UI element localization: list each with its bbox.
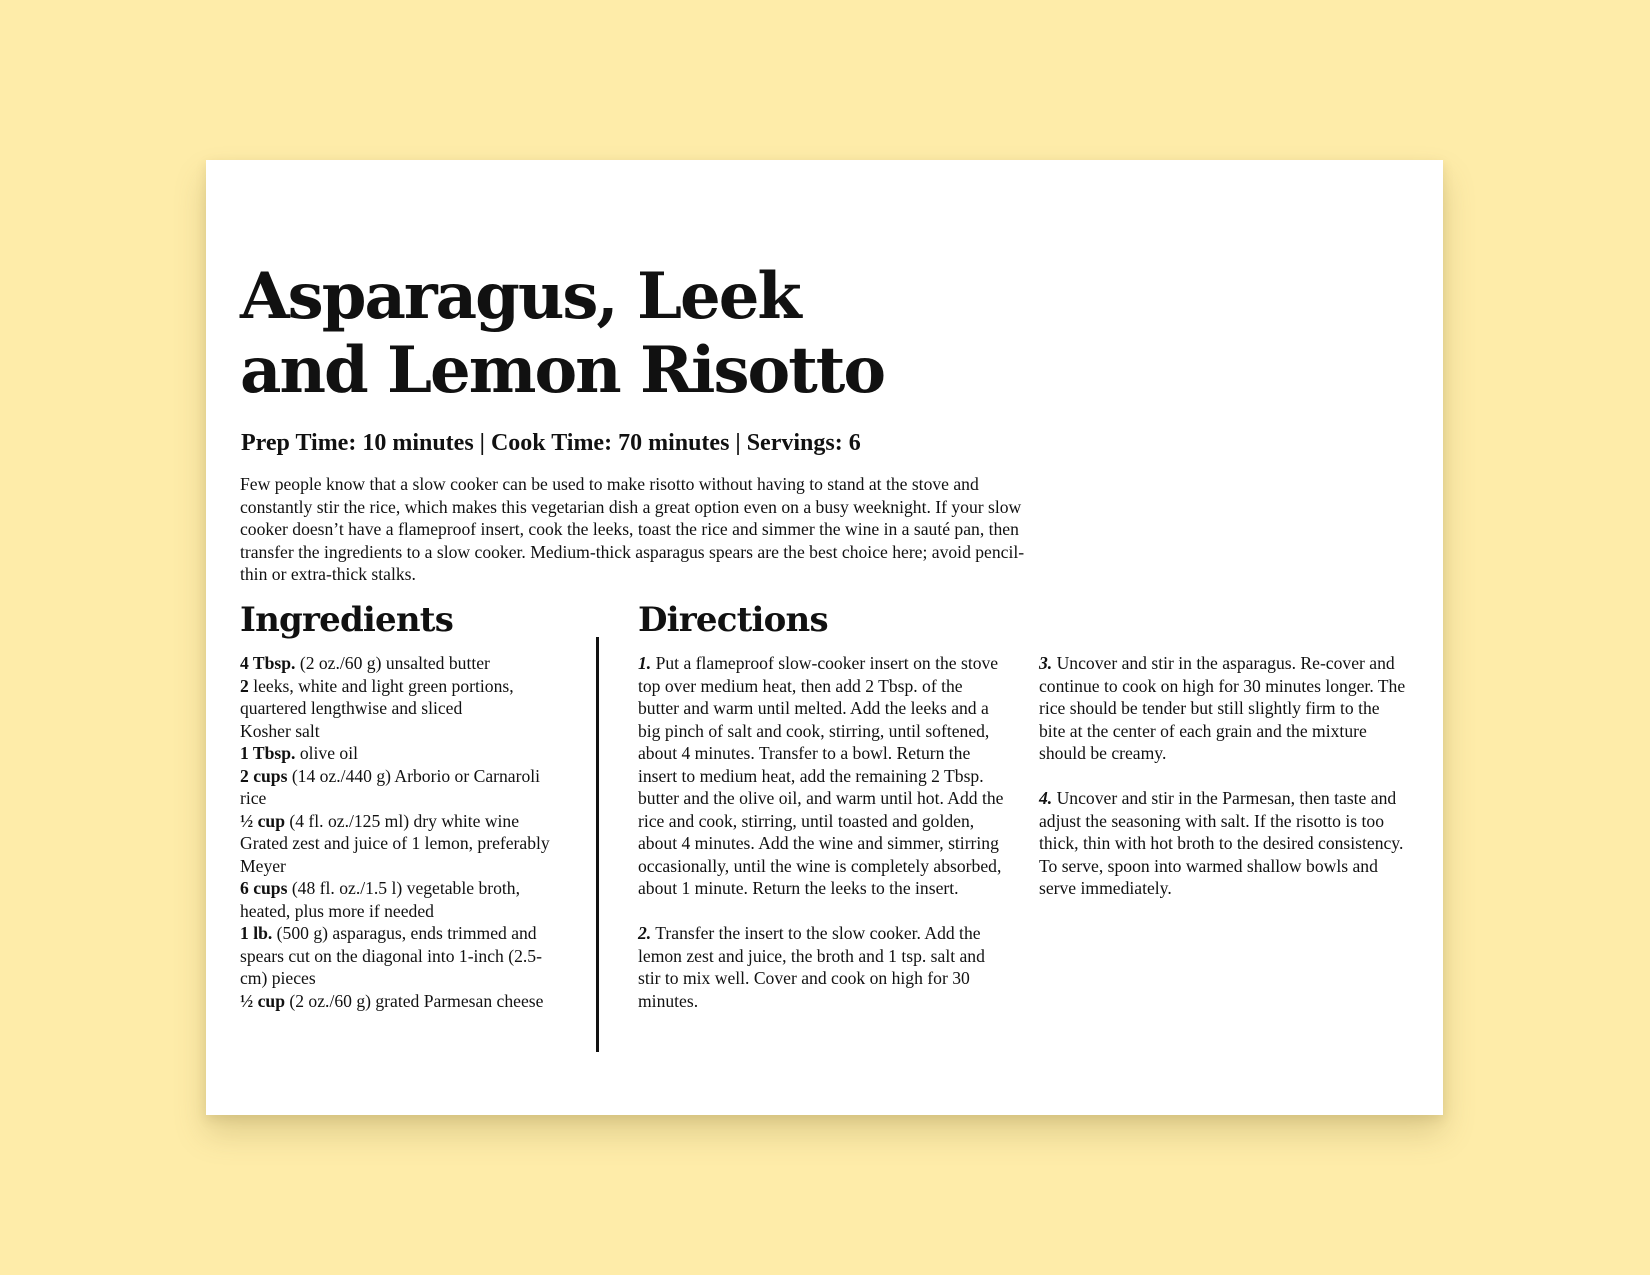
step-number: 3. [1039,653,1053,673]
ingredient-qty: ½ cup [240,990,285,1011]
ingredients-heading: Ingredients [240,600,454,640]
direction-step [638,652,1008,900]
ingredient-text: olive oil [295,743,358,763]
recipe-title [240,260,884,408]
step-number: 1. [638,653,652,673]
step-number: 2. [638,923,652,943]
direction-step [638,922,1008,1012]
ingredients-list [240,652,550,1012]
ingredient-item [240,720,550,743]
recipe-intro: Few people know that a slow cooker can be used to make risotto without having to stand at the stove and constantly stir the rice, which makes this vegetarian dish a great option even on a busy weeknight. If your slow cooker doesn’t have a flameproof insert, cook the leeks, toast the rice and simmer the wine in a sauté pan, then transfer the ingredients to a slow cooker. Medium-thick asparagus spears are the best choice here; avoid pencil-thin or extra-thick stalks. [240,474,1025,584]
ingredient-text: (2 oz./60 g) grated Parmesan cheese [284,990,544,1011]
step-text: Uncover and stir in the asparagus. Re-cover and continue to cook on high for 30 minutes longer. The rice should be tender but still slightly firm to the bite at the center of each grain and the mixture should be creamy. [1039,653,1406,763]
ingredient-qty: 4 Tbsp. [240,653,296,673]
ingredient-text: (14 oz./440 g) Arborio or Carnaroli rice [240,765,541,808]
ingredient-text: (48 fl. oz./1.5 l) vegetable broth, heated, plus more if needed [240,878,520,921]
ingredient-qty: 2 [240,675,249,696]
ingredient-item [240,832,550,877]
ingredient-item [240,652,550,675]
ingredient-item [240,765,550,810]
recipe-card [206,160,1443,1115]
directions-heading: Directions [638,600,828,640]
ingredient-text: leeks, white and light green portions, quartered lengthwise and sliced [240,675,514,718]
ingredient-item [240,922,550,990]
ingredient-qty: ½ cup [240,810,285,831]
recipe-title-line-2: and Lemon Risotto [240,333,884,408]
ingredient-qty: 1 lb. [240,923,273,943]
step-text: Transfer the insert to the slow cooker. Add the lemon zest and juice, the broth and 1 tsp. salt and stir to mix well. Cover and cook on high for 30 minutes. [638,923,985,1011]
recipe-meta: Prep Time: 10 minutes | Cook Time: 70 minutes | Servings: 6 [241,430,861,456]
step-text: Uncover and stir in the Parmesan, then taste and adjust the seasoning with salt. If the risotto is too thick, thin with hot broth to the desired consistency. To serve, spoon into warmed shallow bowls and serve immediately. [1039,788,1404,898]
ingredient-item [240,742,550,765]
ingredient-item [240,877,550,922]
ingredient-text: Kosher salt [240,720,320,741]
ingredient-text: Grated zest and juice of 1 lemon, preferably Meyer [240,833,550,876]
recipe-title-line-1: Asparagus, Leek [240,259,800,334]
step-text: Put a flameproof slow-cooker insert on the stove top over medium heat, then add 2 Tbsp. of the butter and warm until melted. Add the leeks and a big pinch of salt and cook, stirring, until softened, about 4 minutes. Transfer to a bowl. Return the insert to medium heat, add the remaining 2 Tbsp. butter and the olive oil, and warm until hot. Add the rice and cook, stirring, until toasted and golden, about 4 minutes. Add the wine and simmer, stirring occasionally, until the wine is completely absorbed, about 1 minute. Return the leeks to the insert. [638,653,1004,898]
direction-step [1039,652,1409,765]
ingredient-text: (4 fl. oz./125 ml) dry white wine [284,810,520,831]
directions-column-2 [1039,652,1409,922]
column-divider [596,637,599,1052]
ingredient-qty: 1 Tbsp. [240,743,296,763]
directions-column-1 [638,652,1008,1035]
ingredient-item [240,810,550,833]
ingredient-item [240,990,550,1013]
ingredient-qty: 2 cups [240,765,288,786]
ingredient-item [240,675,550,720]
ingredient-text: (500 g) asparagus, ends trimmed and spears cut on the diagonal into 1-inch (2.5-cm) pieces [240,923,542,988]
direction-step [1039,787,1409,900]
ingredient-text: (2 oz./60 g) unsalted butter [295,653,490,673]
step-number: 4. [1039,788,1053,808]
ingredient-qty: 6 cups [240,878,288,898]
